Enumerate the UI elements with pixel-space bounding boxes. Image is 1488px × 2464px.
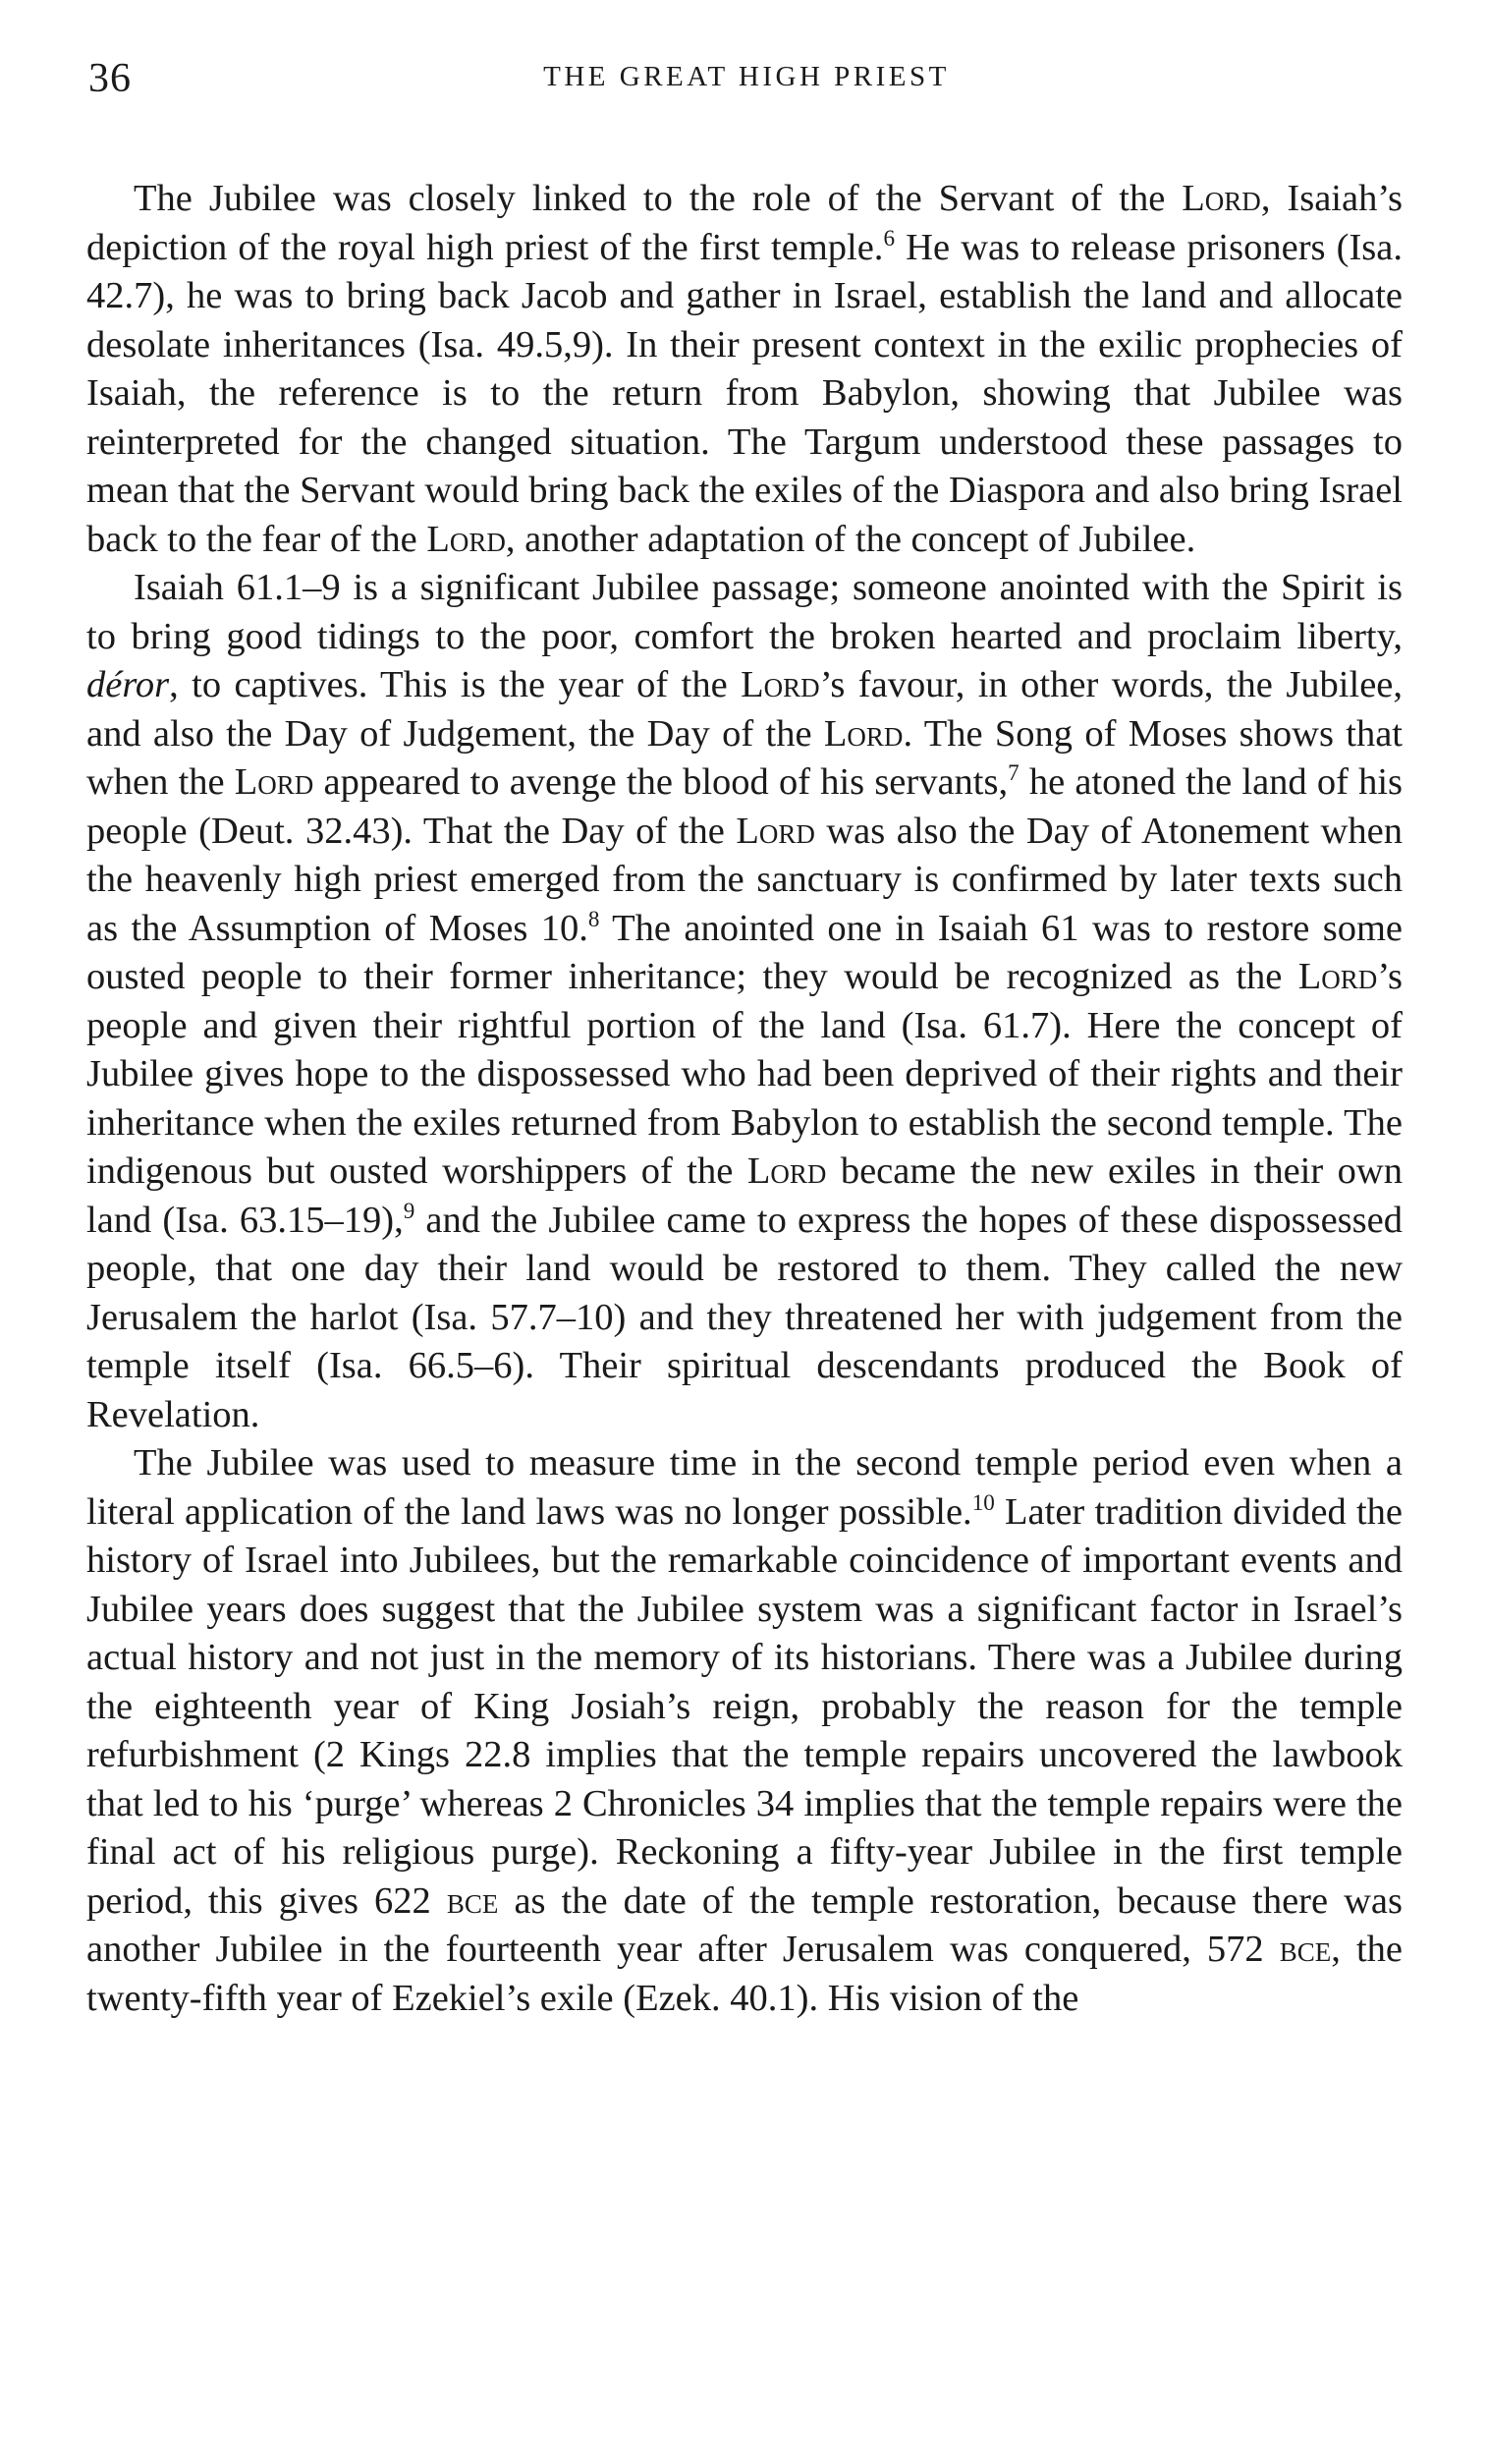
small-caps-word: bce <box>446 1879 499 1922</box>
hebrew-transliteration: déror <box>86 664 170 705</box>
text-run: , Isaiah’s depiction of the royal high priest of the first temple. <box>86 178 1404 268</box>
text-run: as the date of the temple restoration, because there was another Jubilee in the fourteenth year after Jerusalem was conquered, 572 <box>86 1879 1403 1970</box>
footnote-marker: 10 <box>971 1488 995 1515</box>
text-run: . The Song of Moses shows that when the <box>86 712 1403 803</box>
footnote-marker: 6 <box>883 224 895 251</box>
text-run: and the Jubilee came to express the hopes of these dispossessed people, that one day their land would be restored to them. They called the new Jerusalem the harlot (Isa. 57.7–10) and they threatened her with judgement from the temple itself (Isa. 66.5–6). Their spiritual descendants produced the Book of Revelation. <box>86 1199 1403 1435</box>
small-caps-word: Lord <box>1297 956 1378 997</box>
text-run: Later tradition divided the history of Israel into Jubilees, but the remarkable coincidence of important events and Jubilee years does suggest that the Jubilee system was a significant factor in Israel’s actual history and not just in the memory of its historians. There was a Jubilee during the eighteenth year of King Josiah’s reign, probably the reason for the temple refurbishment (2 Kings 22.8 implies that the temple repairs uncovered the lawbook that led to his ‘purge’ whereas 2 Chronicles 34 implies that the temple repairs were the final act of his religious purge). Reckoning a fifty-year Jubilee in the first temple period, this gives 622 <box>86 1490 1403 1922</box>
text-run: The Jubilee was used to measure time in the second temple period even when a literal application of the land laws was no longer possible. <box>86 1442 1403 1533</box>
text-run: The anointed one in Isaiah 61 was to restore some ousted people to their former inheritance; they would be recognized as the <box>86 907 1403 997</box>
body-text <box>86 175 1403 2023</box>
text-run: ’s people and given their rightful portion of the land (Isa. 61.7). Here the concept of Jubilee gives hope to the dispossessed who had been deprived of their rights and their inheritance when the exiles returned from Babylon to establish the second temple. The indigenous but ousted worshippers of the <box>86 956 1403 1192</box>
text-run: he atoned the land of his people (Deut. 32.43). That the Day of the <box>86 761 1404 852</box>
small-caps-word: Lord <box>736 810 815 852</box>
text-run: The Jubilee was closely linked to the role of the Servant of the <box>134 178 1183 219</box>
text-run: became the new exiles in their own land (Isa. 63.15–19), <box>86 1150 1403 1241</box>
small-caps-word: bce <box>1279 1929 1332 1970</box>
paragraph <box>86 1439 1403 2023</box>
running-head: THE GREAT HIGH PRIEST <box>543 61 950 92</box>
footnote-marker: 9 <box>403 1197 415 1223</box>
text-run: , to captives. This is the year of the <box>169 664 742 705</box>
small-caps-word: Lord <box>746 1150 827 1192</box>
text-run: , another adaptation of the concept of Jubilee. <box>505 518 1196 560</box>
page-header <box>88 55 1405 114</box>
text-run: He was to release prisoners (Isa. 42.7), he was to bring back Jacob and gather in Israel, establish the land and allocate desolate inheritances (Isa. 49.5,9). In their present context in the exilic prophecies of Isaiah, the reference is to the return from Babylon, showing that Jubilee was reinterpreted for the changed situation. The Targum understood these passages to mean that the Servant would bring back the exiles of the Diaspora and also bring Israel back to the fear of the <box>86 226 1403 560</box>
text-run: ’s favour, in other words, the Jubilee, and also the Day of Judgement, the Day of the <box>86 664 1404 755</box>
footnote-marker: 8 <box>587 905 600 931</box>
text-run: appeared to avenge the blood of his servants, <box>313 761 1009 803</box>
small-caps-word: Lord <box>741 664 820 705</box>
small-caps-word: Lord <box>823 712 904 755</box>
footnote-marker: 7 <box>1008 759 1020 786</box>
small-caps-word: Lord <box>234 761 314 803</box>
text-run: , the twenty-fifth year of Ezekiel’s exile (Ezek. 40.1). His vision of the <box>86 1929 1403 2019</box>
text-run: was also the Day of Atonement when the heavenly high priest emerged from the sanctuary is confirmed by later texts such as the Assumption of Moses 10. <box>86 810 1403 949</box>
paragraph <box>86 564 1403 1439</box>
paragraph <box>86 175 1403 564</box>
small-caps-word: Lord <box>1182 178 1261 219</box>
small-caps-word: Lord <box>426 518 506 560</box>
page-number: 36 <box>88 56 132 101</box>
text-run: Isaiah 61.1–9 is a significant Jubilee passage; someone anointed with the Spirit is to bring good tidings to the poor, comfort the broken hearted and proclaim liberty, <box>86 567 1403 657</box>
